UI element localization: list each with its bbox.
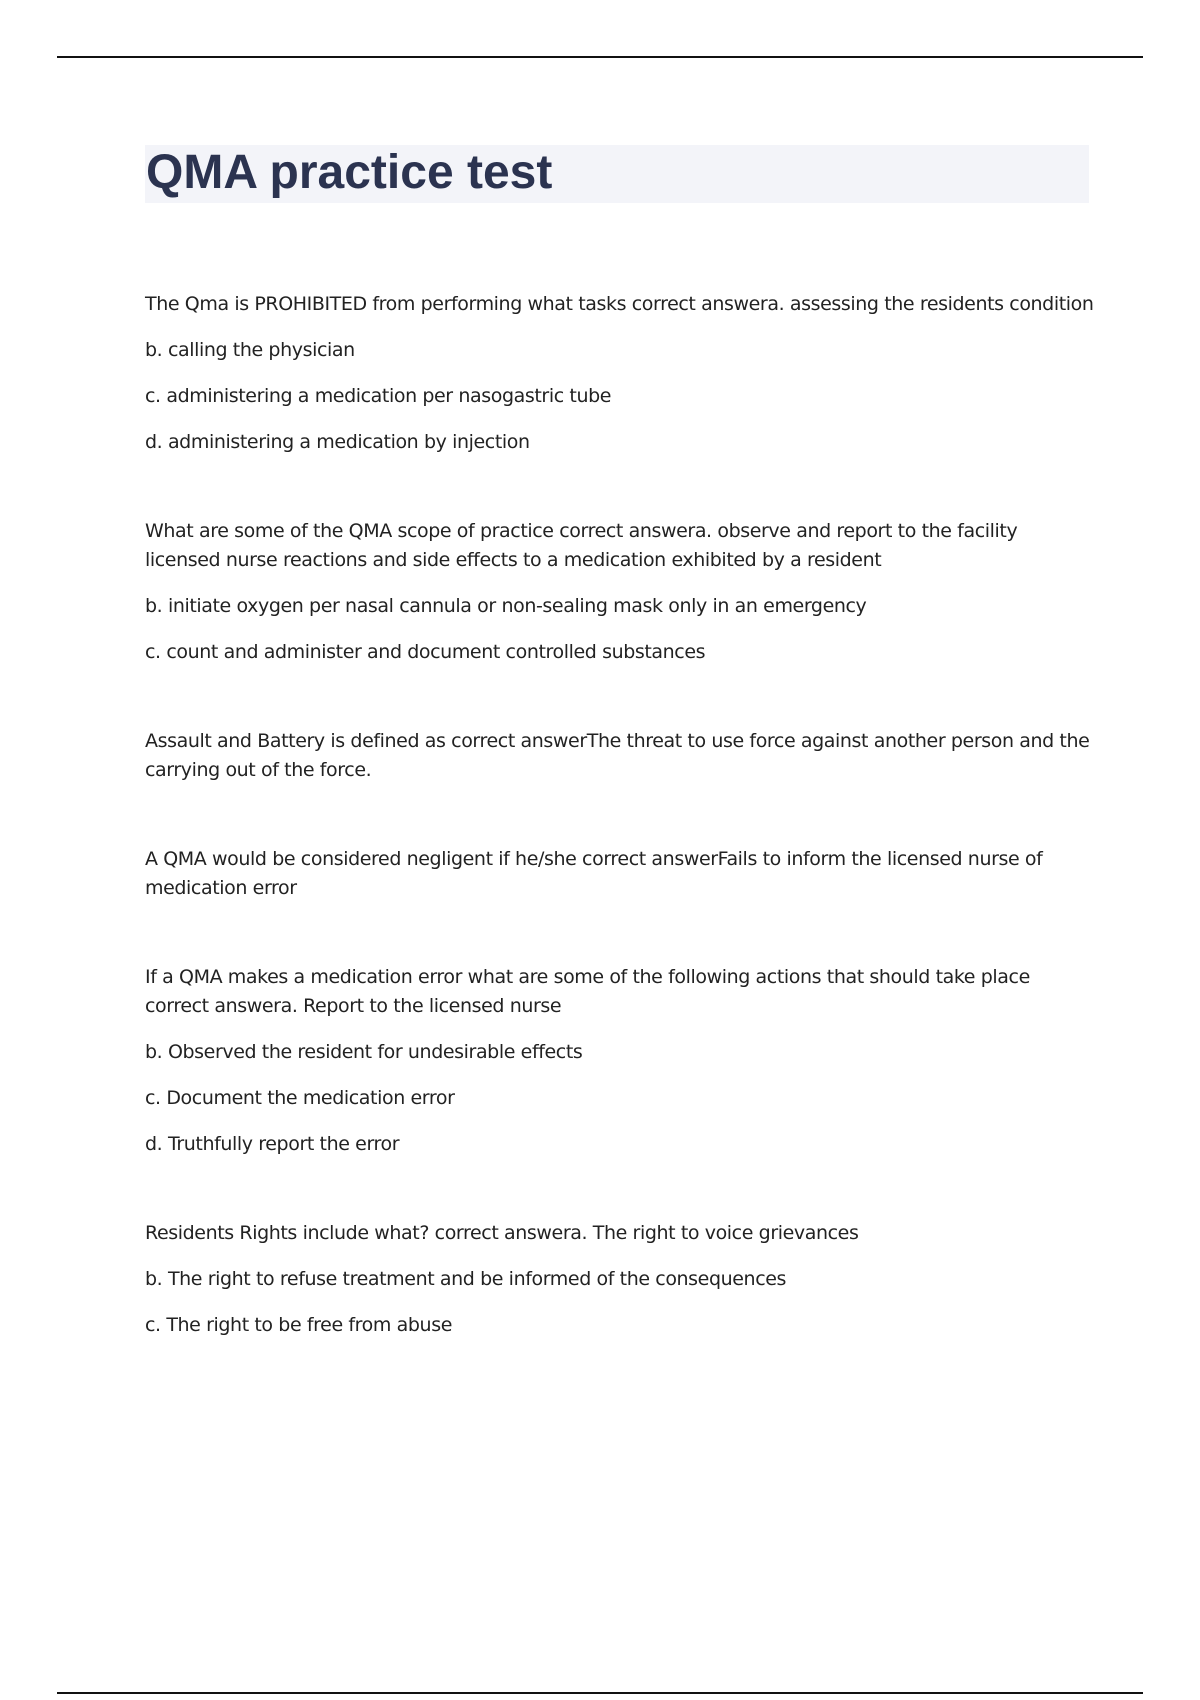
answer-option: b. calling the physician xyxy=(145,339,355,361)
question-block-6 xyxy=(145,1219,1095,1340)
question-block-2 xyxy=(145,517,1095,667)
question-block-5 xyxy=(145,963,1095,1159)
question-block-4 xyxy=(145,845,1095,903)
question-text: Assault and Battery is defined as correct answerThe threat to use force against another person and the carrying out of the force. xyxy=(145,730,1090,781)
answer-option: c. Document the medication error xyxy=(145,1087,455,1109)
footer-rule xyxy=(57,1692,1143,1694)
answer-option: d. administering a medication by injection xyxy=(145,431,530,453)
question-text: Residents Rights include what? correct answera. The right to voice grievances xyxy=(145,1222,859,1244)
question-block-1 xyxy=(145,290,1095,457)
question-text: The Qma is PROHIBITED from performing what tasks correct answera. assessing the residents condition xyxy=(145,293,1094,315)
document-body xyxy=(145,290,1095,1340)
answer-option: b. Observed the resident for undesirable effects xyxy=(145,1041,583,1063)
answer-option: c. count and administer and document controlled substances xyxy=(145,641,706,663)
answer-option: b. The right to refuse treatment and be informed of the consequences xyxy=(145,1268,787,1290)
question-text: What are some of the QMA scope of practice correct answera. observe and report to the facility licensed nurse reactions and side effects to a medication exhibited by a resident xyxy=(145,520,1018,571)
answer-option: d. Truthfully report the error xyxy=(145,1133,400,1155)
answer-option: c. administering a medication per nasogastric tube xyxy=(145,385,612,407)
question-text: If a QMA makes a medication error what are some of the following actions that should take place correct answera. Report to the licensed nurse xyxy=(145,966,1030,1017)
question-block-3 xyxy=(145,727,1095,785)
header-rule xyxy=(57,56,1143,58)
page-title: QMA practice test xyxy=(146,146,553,199)
answer-option: c. The right to be free from abuse xyxy=(145,1314,452,1336)
question-text: A QMA would be considered negligent if he/she correct answerFails to inform the licensed nurse of medication error xyxy=(145,848,1043,899)
answer-option: b. initiate oxygen per nasal cannula or non-sealing mask only in an emergency xyxy=(145,595,867,617)
